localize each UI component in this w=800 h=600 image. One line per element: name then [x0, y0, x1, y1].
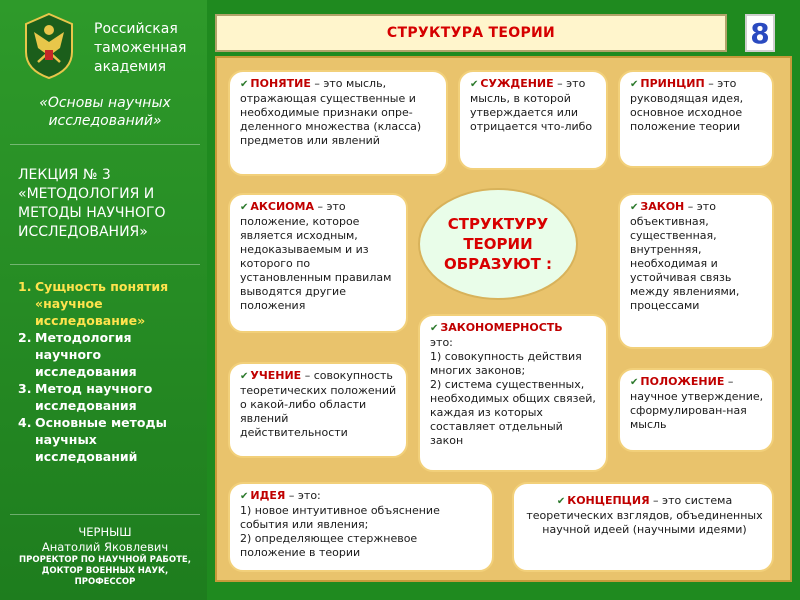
card-aksioma: ✔ АКСИОМА – это положение, которое является исходным, недоказываемым и из которого по установленным правилам выводятся другие положения — [228, 193, 408, 333]
card-polozhenie: ✔ ПОЛОЖЕНИЕ – научное утверждение, сформулирован-ная мысль — [618, 368, 774, 452]
check-icon: ✔ — [240, 79, 249, 90]
sidebar — [0, 0, 207, 600]
card-suzhdenie: ✔ СУЖДЕНИЕ – это мысль, в которой утверждается или отрицается что-либо — [458, 70, 608, 170]
author-surname: ЧЕРНЫШ — [78, 525, 132, 539]
lecture-number: ЛЕКЦИЯ № 3 — [18, 167, 111, 183]
check-icon: ✔ — [240, 202, 249, 213]
lecture-outline — [18, 278, 204, 465]
author-name: Анатолий Яковлевич — [41, 540, 169, 554]
center-label: СТРУКТУРУ ТЕОРИИ ОБРАЗУЮТ : — [443, 215, 553, 273]
outline-item[interactable]: 4. Основные методы научных исследований — [18, 415, 167, 464]
author-rank: ПРОРЕКТОР ПО НАУЧНОЙ РАБОТЕ, — [19, 555, 191, 565]
check-icon: ✔ — [630, 377, 639, 388]
card-uchenie: ✔ УЧЕНИЕ – совокупность теоретических положений о какой-либо области явлений действительности — [228, 362, 408, 458]
check-icon: ✔ — [470, 79, 479, 90]
check-icon: ✔ — [556, 496, 566, 507]
course-title: «Основы научных исследований» — [39, 95, 171, 129]
card-princip: ✔ ПРИНЦИП – это руководящая идея, основное исходное положение теории — [618, 70, 774, 168]
check-icon: ✔ — [240, 491, 249, 502]
sidebar-divider — [10, 514, 200, 515]
check-icon: ✔ — [240, 371, 249, 382]
card-zakon: ✔ ЗАКОН – это объективная, существенная, внутренняя, необходимая и устойчивая связь между явлениями, процессами — [618, 193, 774, 349]
card-zakonomernost: ✔ ЗАКОНОМЕРНОСТЬ это: 1) совокупность действия многих законов; 2) система существенных, необходимых общих связей, каждая из которых составляет отдельный закон — [418, 314, 608, 472]
slide-title-bar — [215, 14, 727, 52]
lecture-title: «МЕТОДОЛОГИЯ И МЕТОДЫ НАУЧНОГО ИССЛЕДОВАНИЯ» — [18, 186, 166, 240]
academy-emblem-icon — [20, 12, 78, 80]
outline-item[interactable]: 2. Методология научного исследования — [18, 330, 137, 379]
check-icon: ✔ — [630, 202, 639, 213]
check-icon: ✔ — [430, 323, 439, 334]
slide-number-badge — [745, 14, 775, 52]
author-rank: ПРОФЕССОР — [74, 577, 136, 587]
author-rank: ДОКТОР ВОЕННЫХ НАУК, — [41, 566, 169, 576]
slide-number: 8 — [750, 16, 770, 50]
card-ideya: ✔ ИДЕЯ – это: 1) новое интуитивное объяснение события или явления; 2) определяющее стержневое положение в теории — [228, 482, 494, 572]
academy-name: Российская таможенная академия — [94, 21, 187, 75]
outline-item[interactable]: 3. Метод научного исследования — [18, 381, 153, 413]
outline-item[interactable]: 1. Сущность понятия «научное исследование» — [18, 279, 169, 328]
author-block — [10, 525, 200, 588]
card-ponyatie: ✔ ПОНЯТИЕ – это мысль, отражающая существенные и необходимые признаки опре-деленного множества (класса) предметов или явлений — [228, 70, 448, 176]
center-oval — [418, 188, 578, 300]
card-koncepciya: ✔ КОНЦЕПЦИЯ – это система теоретических взглядов, объединенных научной идеей (научными идеями) — [512, 482, 774, 572]
check-icon: ✔ — [630, 79, 639, 90]
slide-title: СТРУКТУРА ТЕОРИИ — [386, 25, 556, 41]
sidebar-divider — [10, 264, 200, 265]
sidebar-divider — [10, 144, 200, 145]
